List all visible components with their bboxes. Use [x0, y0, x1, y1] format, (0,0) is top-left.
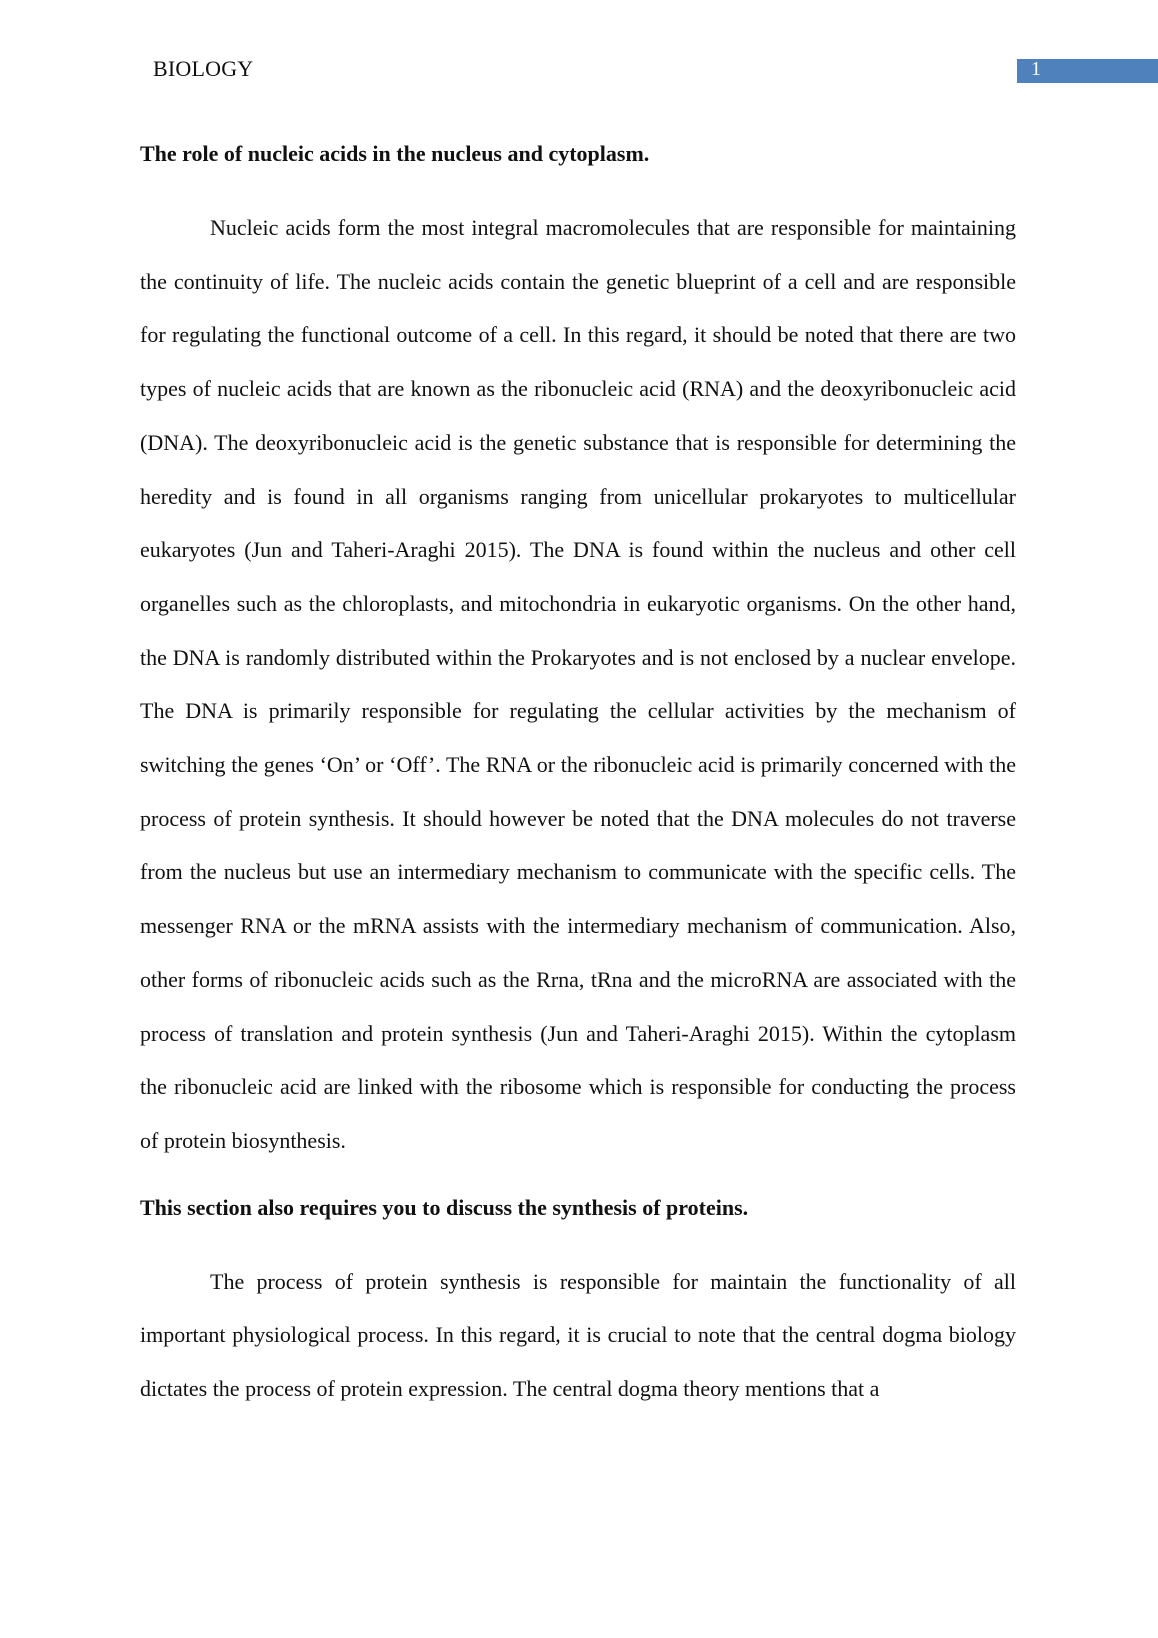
- body-paragraph-nucleic-acids: Nucleic acids form the most integral macromolecules that are responsible for maintaining the continuity of life. The nucleic acids contain the genetic blueprint of a cell and are responsible for regulating the functional outcome of a cell. In this regard, it should be noted that there are two types of nucleic acids that are known as the ribonucleic acid (RNA) and the deoxyribonucleic acid (DNA). The deoxyribonucleic acid is the genetic substance that is responsible for determining the heredity and is found in all organisms ranging from unicellular prokaryotes to multicellular eukaryotes (Jun and Taheri-Araghi 2015). The DNA is found within the nucleus and other cell organelles such as the chloroplasts, and mitochondria in eukaryotic organisms. On the other hand, the DNA is randomly distributed within the Prokaryotes and is not enclosed by a nuclear envelope. The DNA is primarily responsible for regulating the cellular activities by the mechanism of switching the genes ‘On’ or ‘Off’. The RNA or the ribonucleic acid is primarily concerned with the process of protein synthesis. It should however be noted that the DNA molecules do not traverse from the nucleus but use an intermediary mechanism to communicate with the specific cells. The messenger RNA or the mRNA assists with the intermediary mechanism of communication. Also, other forms of ribonucleic acids such as the Rrna, tRna and the microRNA are associated with the process of translation and protein synthesis (Jun and Taheri-Araghi 2015). Within the cytoplasm the ribonucleic acid are linked with the ribosome which is responsible for conducting the process of protein biosynthesis.: [140, 215, 1016, 1153]
- page-number: 1: [1031, 58, 1041, 80]
- section-heading-protein-synthesis: This section also requires you to discuss the synthesis of proteins.: [140, 1194, 749, 1220]
- running-head: BIOLOGY: [153, 56, 254, 81]
- document-body: [140, 134, 1016, 1416]
- section-heading-nucleic-acids: The role of nucleic acids in the nucleus and cytoplasm.: [140, 141, 650, 166]
- body-paragraph-protein-synthesis: The process of protein synthesis is responsible for maintain the functionality of all important physiological process. In this regard, it is crucial to note that the central dogma biology dictates the process of protein expression. The central dogma theory mentions that a: [140, 1268, 1016, 1402]
